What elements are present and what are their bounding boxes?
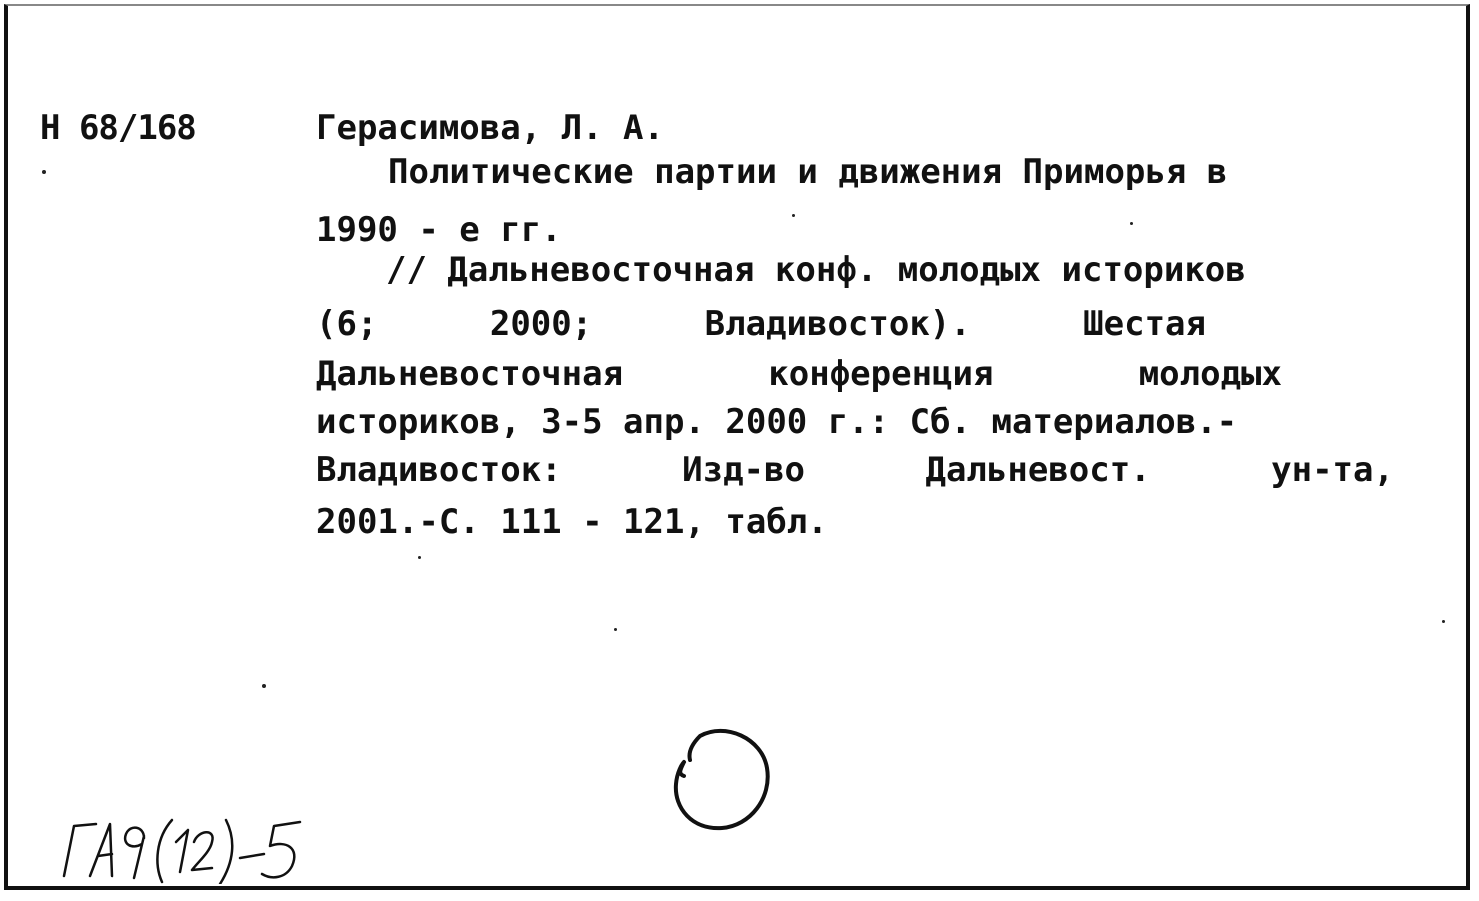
source-line-6: 2001.-С. 111 - 121, табл. [316,502,828,542]
source-line-5-part: Изд-во [682,450,805,490]
source-line-5 [316,450,1394,490]
source-line-3-part: конференция [768,354,994,394]
source-line-1: // Дальневосточная конф. молодых историков [386,250,1246,290]
source-line-2-part: (6; [316,304,378,344]
scan-speck [418,556,421,559]
scan-speck [42,170,46,174]
scan-speck [1130,222,1133,225]
title-line-2: 1990 - е гг. [316,210,562,250]
source-line-2-part: Владивосток). [704,304,971,344]
scan-speck [792,214,795,217]
source-line-2-part: 2000; [489,304,593,344]
hand-drawn-circle-mark [670,726,774,834]
source-line-5-part: Дальневост. [925,450,1151,490]
shelfmark: Н 68/168 [40,108,196,148]
source-line-5-part: ун-та, [1271,450,1394,490]
source-line-3 [316,354,1282,394]
source-line-2 [316,304,1206,344]
author: Герасимова, Л. А. [316,108,664,148]
title-line-1: Политические партии и движения Приморья в [388,152,1228,192]
source-line-5-part: Владивосток: [316,450,562,490]
source-line-2-part: Шестая [1083,304,1206,344]
source-line-3-part: Дальневосточная [316,354,624,394]
source-line-4: историков, 3-5 апр. 2000 г.: Сб. материалов.- [316,402,1238,442]
scan-speck [262,684,266,688]
handwritten-classification-code [60,812,340,884]
scan-speck [614,628,617,631]
source-line-3-part: молодых [1138,354,1282,394]
scan-speck [1442,620,1445,623]
